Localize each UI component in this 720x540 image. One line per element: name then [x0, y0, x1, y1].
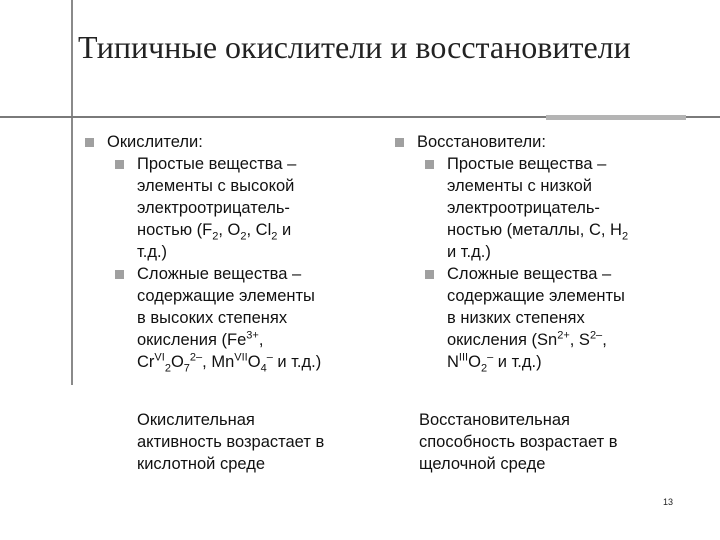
text-line: в низких степенях	[447, 309, 585, 327]
oxidizers-heading: Окислители:	[107, 133, 203, 151]
oxidizers-item-2	[115, 263, 385, 373]
text-line: $N^{III}O_2^-$ и т.д.)	[447, 351, 542, 375]
text-line: элементы с высокой	[137, 177, 295, 195]
square-bullet-icon	[395, 138, 404, 147]
left-accent-line	[71, 0, 73, 385]
text-line: активность возрастает в	[137, 433, 325, 451]
text-line: окисления ($Sn^{2+}$, $S^{2-}$,	[447, 329, 607, 349]
text-line: Восстановительная	[419, 411, 570, 429]
reducers-heading: Восстановители:	[417, 133, 546, 151]
reducers-item-2	[425, 263, 695, 373]
oxidizers-item-2-text	[137, 263, 385, 373]
oxidizers-item-1-text	[137, 153, 385, 263]
page-number: 13	[663, 497, 674, 507]
text-line: элементы с низкой	[447, 177, 593, 195]
text-line: $Cr^{VI}_2O_7^{2-}$, $Mn^{VII}O_4^-$ и т.д.)	[137, 351, 322, 375]
text-line: окисления ($Fe^{3+}$,	[137, 329, 264, 349]
text-line: в высоких степенях	[137, 309, 288, 327]
square-bullet-icon	[115, 270, 124, 279]
oxidizers-heading-item	[85, 131, 385, 153]
text-line: ностью (металлы, C, $H_2$	[447, 221, 629, 243]
oxidizers-item-1	[115, 153, 385, 263]
title-divider-accent	[546, 115, 686, 120]
reducers-item-1	[425, 153, 695, 263]
text-line: т.д.)	[137, 243, 168, 261]
reducers-item-1-text	[447, 153, 695, 263]
oxidizers-note	[137, 409, 417, 475]
square-bullet-icon	[115, 160, 124, 169]
text-line: ностью ($F_2$, $O_2$, $Cl_2$ и	[137, 221, 292, 243]
text-line: содержащие элементы	[447, 287, 625, 305]
text-line: Простые вещества –	[447, 155, 607, 173]
reducers-column	[395, 131, 695, 373]
text-line: электроотрицатель-	[447, 199, 600, 217]
text-line: содержащие элементы	[137, 287, 315, 305]
text-line: кислотной среде	[137, 455, 266, 473]
square-bullet-icon	[85, 138, 94, 147]
square-bullet-icon	[425, 270, 434, 279]
text-line: способность возрастает в	[419, 433, 618, 451]
reducers-note	[419, 409, 699, 475]
text-line: щелочной среде	[419, 455, 546, 473]
text-line: и т.д.)	[447, 243, 491, 261]
text-line: Сложные вещества –	[137, 265, 302, 283]
reducers-item-2-text	[447, 263, 695, 373]
text-line: Простые вещества –	[137, 155, 297, 173]
text-line: электроотрицатель-	[137, 199, 290, 217]
reducers-heading-item	[395, 131, 695, 153]
oxidizers-column	[85, 131, 385, 373]
text-line: Сложные вещества –	[447, 265, 612, 283]
text-line: Окислительная	[137, 411, 255, 429]
square-bullet-icon	[425, 160, 434, 169]
slide-title: Типичные окислители и восстановители	[78, 29, 631, 65]
